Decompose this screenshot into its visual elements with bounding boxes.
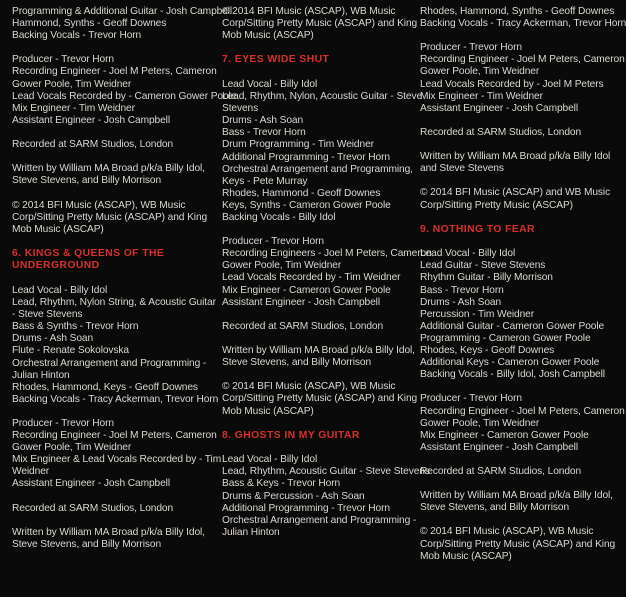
credit-line: Lead Guitar - Steve Stevens: [420, 260, 546, 272]
credit-line: Lead, Rhythm, Nylon, Acoustic Guitar - Steve: [222, 91, 423, 103]
credit-line: Drums - Ash Soan: [222, 115, 304, 127]
credit-line: Lead, Rhythm, Acoustic Guitar - Steve Stevens: [222, 466, 430, 478]
credit-line: Recording Engineers - Joel M Peters, Cameron: [222, 248, 432, 260]
block-spacer: [222, 369, 408, 381]
credit-line: Corp/Sitting Pretty Music (ASCAP): [420, 199, 573, 211]
block-spacer: [420, 115, 595, 127]
credit-line: Recording Engineer - Joel M Peters, Cameron: [12, 66, 217, 78]
credit-line: Backing Vocals - Tracy Ackerman, Trevor Horn: [420, 18, 626, 30]
credit-line: Producer - Trevor Horn: [222, 236, 324, 248]
block-spacer: [420, 454, 595, 466]
credit-line: Backing Vocals - Billy Idol, Josh Campbell: [420, 369, 605, 381]
credit-line: Julian Hinton: [222, 526, 280, 538]
block-spacer: [12, 151, 208, 163]
credit-line: Lead Vocals Recorded by - Cameron Gower Poole: [12, 90, 237, 102]
credit-line: © 2014 BFI Music (ASCAP), WB Music: [222, 381, 396, 393]
credit-line: Steve Stevens, and Billy Morrison: [420, 502, 570, 514]
credit-line: Mix Engineer - Tim Weidner: [12, 102, 135, 114]
credit-line: © 2014 BFI Music (ASCAP), WB Music: [222, 6, 396, 17]
credit-line: Hammond, Synths - Geoff Downes: [12, 18, 167, 30]
credit-line: Lead Vocal - Billy Idol: [222, 78, 318, 90]
credit-line: Orchestral Arrangement and Programming -: [222, 514, 417, 526]
block-spacer: [420, 514, 595, 526]
column-2: [222, 6, 432, 539]
credit-line: Bass & Keys - Trevor Horn: [222, 478, 341, 490]
credit-line: Recorded at SARM Studios, London: [222, 320, 384, 332]
credit-line: Assistant Engineer - Josh Campbell: [420, 102, 578, 114]
block-spacer: [420, 381, 595, 393]
credit-line: Drum Programming - Tim Weidner: [222, 139, 374, 151]
track-heading: 8. GHOSTS IN MY GUITAR: [222, 429, 360, 441]
block-spacer: [420, 236, 595, 248]
credit-line: © 2014 BFI Music (ASCAP), WB Music: [420, 526, 594, 538]
credit-line: Lead, Rhythm, Nylon String, & Acoustic Guitar: [12, 297, 216, 309]
credit-line: Programming - Cameron Gower Poole: [420, 332, 591, 344]
credit-line: Lead Vocals Recorded by - Joel M Peters: [420, 78, 604, 90]
credit-line: Mob Music (ASCAP): [222, 30, 314, 42]
credit-line: Julian Hinton: [12, 369, 70, 381]
credit-line: and Steve Stevens: [420, 163, 504, 175]
credit-line: Drums - Ash Soan: [12, 333, 94, 345]
credit-line: Backing Vocals - Billy Idol: [222, 212, 336, 223]
block-spacer: [222, 67, 408, 79]
block-spacer: [12, 406, 208, 418]
credit-line: Corp/Sitting Pretty Music (ASCAP) and King: [420, 538, 616, 550]
credit-line: Bass - Trevor Horn: [222, 127, 306, 139]
credit-line: Rhodes, Hammond, Keys - Geoff Downes: [12, 381, 198, 393]
credit-line: Written by William MA Broad p/k/a Billy Idol,: [12, 163, 205, 175]
block-spacer: [222, 418, 408, 430]
block-spacer: [420, 139, 595, 151]
credit-line: Additional Programming - Trevor Horn: [222, 502, 390, 514]
credit-line: © 2014 BFI Music (ASCAP), WB Music: [12, 199, 186, 211]
credit-line: Recording Engineer - Joel M Peters, Cameron: [12, 430, 217, 442]
credit-line: Bass & Synths - Trevor Horn: [12, 321, 139, 333]
credit-line: Producer - Trevor Horn: [420, 393, 522, 405]
credit-line: Gower Poole, Tim Weidner: [222, 260, 342, 272]
credit-line: Rhodes, Hammond - Geoff Downes: [222, 187, 381, 199]
credit-line: Rhythm Guitar - Billy Morrison: [420, 272, 553, 284]
block-spacer: [420, 175, 595, 187]
credit-line: Recorded at SARM Studios, London: [12, 502, 174, 514]
credit-line: Bass - Trevor Horn: [420, 284, 504, 296]
block-spacer: [12, 515, 208, 527]
credit-line: Mob Music (ASCAP): [222, 405, 314, 417]
credit-line: Backing Vocals - Tracy Ackerman, Trevor Horn: [12, 393, 219, 405]
credit-line: Corp/Sitting Pretty Music (ASCAP) and King: [12, 211, 208, 223]
credit-line: Producer - Trevor Horn: [12, 54, 114, 66]
credit-line: Recording Engineer - Joel M Peters, Cameron: [420, 54, 625, 66]
credit-line: Flute - Renate Sokolovska: [12, 345, 129, 357]
credit-line: Gower Poole, Tim Weidner: [12, 442, 132, 454]
track-heading: 7. EYES WIDE SHUT: [222, 54, 330, 66]
credit-line: Assistant Engineer - Josh Campbell: [12, 478, 170, 490]
credit-line: Mob Music (ASCAP): [12, 223, 104, 235]
credit-line: Producer - Trevor Horn: [12, 418, 114, 429]
credit-line: Mix Engineer & Lead Vocals Recorded by - Tim: [12, 454, 222, 466]
block-spacer: [12, 273, 208, 285]
track-heading: UNDERGROUND: [12, 260, 100, 272]
credit-line: Recorded at SARM Studios, London: [420, 126, 582, 138]
credit-line: Weidner: [12, 466, 50, 478]
block-spacer: [222, 42, 408, 54]
credit-line: Written by William MA Broad p/k/a Billy Idol: [420, 151, 611, 163]
credit-line: Programming & Additional Guitar - Josh Campbell: [12, 6, 233, 17]
credit-line: Written by William MA Broad p/k/a Billy Idol,: [12, 526, 205, 538]
credit-line: Additional Programming - Trevor Horn: [222, 151, 390, 163]
block-spacer: [420, 212, 595, 224]
credit-line: Corp/Sitting Pretty Music (ASCAP) and King: [222, 18, 418, 30]
credit-line: Keys, Synths - Cameron Gower Poole: [222, 199, 391, 211]
credit-line: Mix Engineer - Cameron Gower Poole: [420, 429, 589, 441]
credit-line: Written by William MA Broad p/k/a Billy Idol,: [420, 490, 613, 502]
credit-line: Assistant Engineer - Josh Campbell: [222, 296, 380, 308]
credit-line: Written by William MA Broad p/k/a Billy Idol,: [222, 345, 415, 357]
credit-line: Recorded at SARM Studios, London: [12, 139, 174, 151]
credit-line: Orchestral Arrangement and Programming -: [12, 357, 207, 369]
block-spacer: [12, 42, 208, 54]
block-spacer: [222, 333, 408, 345]
credit-line: Gower Poole, Tim Weidner: [12, 78, 132, 90]
credit-line: Rhodes, Hammond, Synths - Geoff Downes: [420, 6, 615, 17]
credit-line: Lead Vocal - Billy Idol: [12, 284, 108, 296]
credit-line: Drums - Ash Soan: [420, 296, 502, 308]
credit-line: Lead Vocals Recorded by - Tim Weidner: [222, 272, 401, 284]
column-1: [12, 6, 237, 551]
credit-line: Additional Guitar - Cameron Gower Poole: [420, 320, 605, 332]
credit-line: © 2014 BFI Music (ASCAP) and WB Music: [420, 187, 611, 199]
track-heading: 9. NOTHING TO FEAR: [420, 223, 535, 235]
credit-line: Recorded at SARM Studios, London: [420, 465, 582, 477]
credit-line: Steve Stevens, and Billy Morrison: [12, 538, 162, 550]
block-spacer: [12, 491, 208, 503]
credit-line: Recording Engineer - Joel M Peters, Cameron: [420, 405, 625, 417]
credit-line: Stevens: [222, 103, 259, 115]
credit-line: Lead Vocal - Billy Idol: [222, 454, 318, 466]
block-spacer: [12, 236, 208, 248]
credit-line: Lead Vocal - Billy Idol: [420, 248, 516, 260]
credit-line: Assistant Engineer - Josh Campbell: [420, 441, 578, 453]
credit-line: Gower Poole, Tim Weidner: [420, 417, 540, 429]
credit-line: Mix Engineer - Tim Weidner: [420, 90, 543, 102]
block-spacer: [420, 30, 595, 42]
track-heading: 6. KINGS & QUEENS OF THE: [12, 247, 165, 259]
block-spacer: [12, 187, 208, 199]
credit-line: Backing Vocals - Trevor Horn: [12, 30, 142, 42]
block-spacer: [12, 127, 208, 139]
credit-line: Producer - Trevor Horn: [420, 42, 522, 54]
block-spacer: [222, 442, 408, 454]
credit-line: Percussion - Tim Weidner: [420, 308, 535, 320]
credit-line: Keys - Pete Murray: [222, 175, 308, 187]
credit-line: - Steve Stevens: [12, 309, 83, 321]
block-spacer: [420, 478, 595, 490]
credit-line: Steve Stevens, and Billy Morrison: [222, 357, 372, 369]
credit-line: Assistant Engineer - Josh Campbell: [12, 114, 170, 126]
block-spacer: [222, 309, 408, 321]
credit-line: Drums & Percussion - Ash Soan: [222, 490, 365, 502]
block-spacer: [222, 224, 408, 236]
credit-line: Additional Keys - Cameron Gower Poole: [420, 357, 600, 369]
credit-line: Rhodes, Keys - Geoff Downes: [420, 345, 555, 357]
credit-line: Mob Music (ASCAP): [420, 550, 512, 562]
credit-line: Corp/Sitting Pretty Music (ASCAP) and King: [222, 393, 418, 405]
credit-line: Steve Stevens, and Billy Morrison: [12, 175, 162, 187]
credit-line: Orchestral Arrangement and Programming,: [222, 163, 413, 175]
credit-line: Gower Poole, Tim Weidner: [420, 66, 540, 78]
column-3: [420, 6, 626, 563]
credit-line: Mix Engineer - Cameron Gower Poole: [222, 284, 391, 296]
